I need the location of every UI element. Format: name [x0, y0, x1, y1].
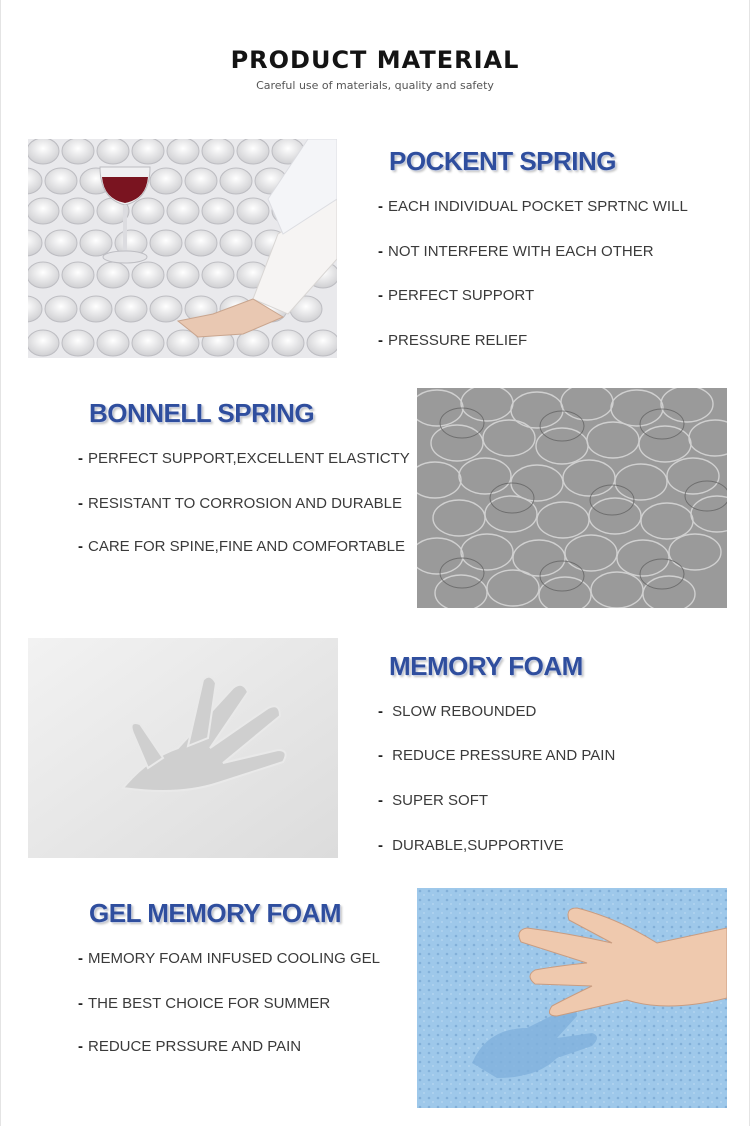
section-heading-gel-memory-foam: GEL MEMORY FOAM — [89, 898, 342, 928]
bonnell-spring-photo — [417, 388, 727, 608]
item-text: THE BEST CHOICE FOR SUMMER — [88, 995, 331, 1012]
bullet-dash: - — [378, 747, 383, 764]
pocket-spring-item — [378, 198, 688, 215]
gel-memory-foam-item — [78, 1038, 301, 1055]
bullet-dash: - — [378, 837, 383, 854]
item-text: REDUCE PRESSURE AND PAIN — [392, 747, 616, 764]
item-text: SLOW REBOUNDED — [392, 703, 537, 720]
pocket-spring-item — [378, 243, 654, 260]
page-title: PRODUCT MATERIAL — [230, 46, 520, 74]
item-text: CARE FOR SPINE,FINE AND COMFORTABLE — [88, 538, 405, 555]
pocket-spring-item — [378, 287, 534, 304]
section-heading-bonnell-spring: BONNELL SPRING — [89, 398, 315, 428]
bonnell-spring-item — [78, 538, 405, 555]
item-text: PERFECT SUPPORT — [388, 287, 535, 304]
gel-memory-foam-item — [78, 995, 330, 1012]
pocket-spring-photo — [28, 139, 337, 358]
item-text: SUPER SOFT — [392, 792, 489, 809]
gel-memory-foam-photo — [417, 888, 727, 1108]
bullet-dash: - — [378, 198, 383, 215]
memory-foam-item — [378, 837, 564, 854]
item-text: DURABLE,SUPPORTIVE — [392, 837, 564, 854]
memory-foam-item — [378, 792, 488, 809]
bullet-dash: - — [378, 792, 383, 809]
section-heading-memory-foam: MEMORY FOAM — [389, 651, 583, 681]
item-text: MEMORY FOAM INFUSED COOLING GEL — [88, 950, 380, 967]
memory-foam-photo — [28, 638, 338, 858]
memory-foam-item — [378, 703, 536, 720]
item-text: EACH INDIVIDUAL POCKET SPRTNC WILL — [388, 198, 688, 215]
memory-foam-item — [378, 747, 615, 764]
bullet-dash: - — [378, 703, 383, 720]
bullet-dash: - — [78, 450, 83, 467]
item-text: NOT INTERFERE WITH EACH OTHER — [388, 243, 654, 260]
bullet-dash: - — [78, 538, 83, 555]
item-text: PRESSURE RELIEF — [388, 332, 528, 349]
item-text: REDUCE PRSSURE AND PAIN — [88, 1038, 302, 1055]
bullet-dash: - — [78, 950, 83, 967]
bonnell-spring-item — [78, 495, 402, 512]
bullet-dash: - — [78, 1038, 83, 1055]
bullet-dash: - — [378, 287, 383, 304]
bullet-dash: - — [378, 243, 383, 260]
page-subtitle: Careful use of materials, quality and safety — [256, 79, 494, 92]
section-heading-pocket-spring: POCKENT SPRING — [389, 146, 617, 176]
bonnell-spring-item — [78, 450, 410, 467]
bullet-dash: - — [78, 495, 83, 512]
gel-memory-foam-item — [78, 950, 380, 967]
bullet-dash: - — [378, 332, 383, 349]
item-text: RESISTANT TO CORROSION AND DURABLE — [88, 495, 402, 512]
item-text: PERFECT SUPPORT,EXCELLENT ELASTICTY — [88, 450, 410, 467]
bullet-dash: - — [78, 995, 83, 1012]
pocket-spring-item — [378, 332, 527, 349]
